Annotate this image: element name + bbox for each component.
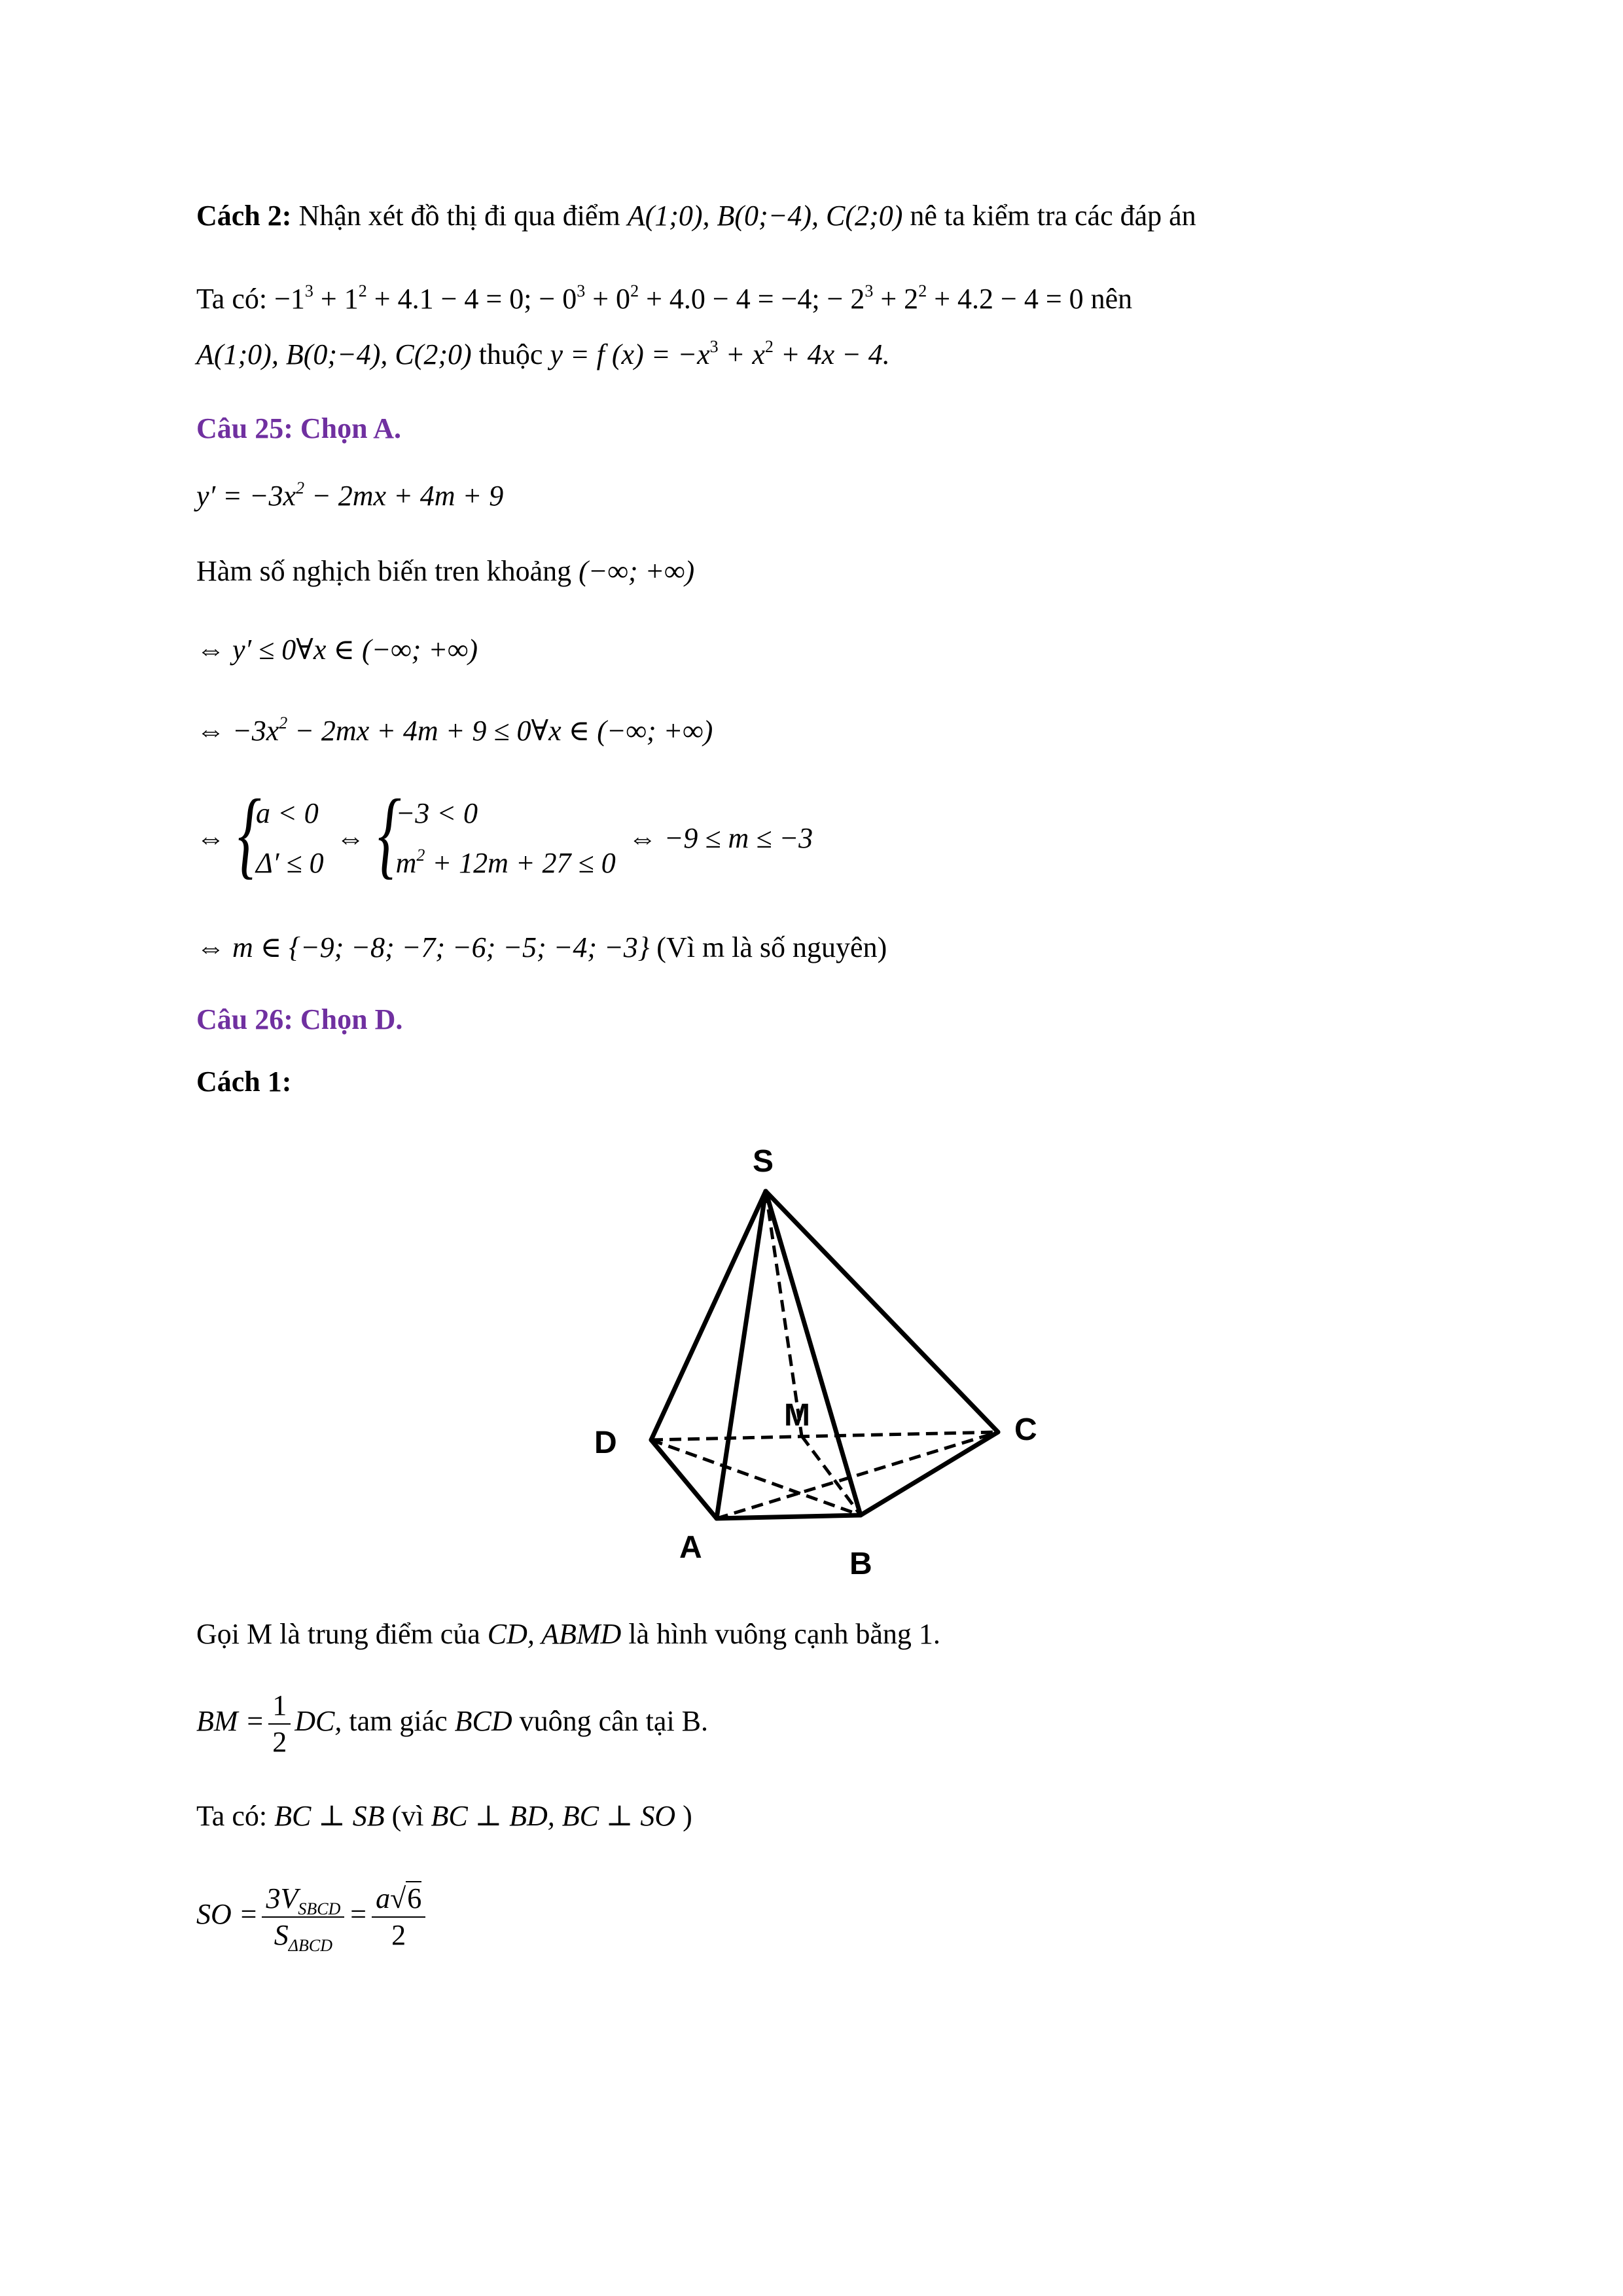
- system-1: [238, 780, 324, 888]
- system-2-row: −3 < 0: [395, 797, 478, 829]
- taco1-term: + 1: [313, 283, 359, 315]
- fraction-denominator: 2: [391, 1918, 406, 1951]
- sqrt-radicand: 6: [407, 1882, 422, 1914]
- goi-math: CD, ABMD: [487, 1618, 622, 1650]
- left-brace: {: [238, 780, 261, 888]
- cach2-points: A(1;0), B(0;−4), C(2;0): [627, 200, 903, 232]
- cau26-heading: Câu 26: Chọn D.: [196, 1003, 403, 1035]
- exponent: 3: [865, 281, 874, 300]
- system-2: [377, 780, 616, 888]
- system-1-row: a < 0: [256, 797, 319, 829]
- taco2-function: + x: [718, 338, 765, 370]
- cach2-text1: Nhận xét đồ thị đi qua điểm: [291, 200, 628, 232]
- taco2-mid: thuộc: [471, 338, 550, 370]
- bm-triangle: BCD: [454, 1705, 512, 1737]
- bm-text: tam giác: [342, 1705, 455, 1737]
- system-2-row: [396, 838, 616, 888]
- fraction-numerator: 1: [268, 1688, 291, 1725]
- edge-AB: [717, 1515, 861, 1518]
- goi-text: là hình vuông cạnh bằng 1.: [621, 1618, 940, 1650]
- goi-text: Gọi M là trung điểm của: [196, 1618, 488, 1650]
- taco1-term: + 2: [873, 283, 919, 315]
- taco-math: BC ⊥ SB: [274, 1800, 385, 1832]
- label-B: B: [849, 1547, 872, 1581]
- taco1-tail: nên: [1083, 283, 1133, 315]
- system-result: ⇔ −9 ≤ m ≤ −3: [628, 822, 813, 854]
- taco1-term: + 4.1 − 4 = 0; − 0: [366, 283, 577, 315]
- fraction-volume: [262, 1881, 344, 1953]
- label-M: M: [784, 1398, 810, 1433]
- hamso-interval: (−∞; +∞): [579, 555, 695, 587]
- cau25-derivative: [196, 476, 503, 516]
- num-part: a: [376, 1882, 391, 1914]
- taco-text: (vì: [384, 1800, 431, 1832]
- subscript: ΔBCD: [288, 1935, 333, 1955]
- left-brace: {: [377, 780, 401, 888]
- cach2-line: [196, 196, 1196, 236]
- subscript: SBCD: [298, 1899, 341, 1918]
- num-part: 3V: [266, 1882, 298, 1914]
- iff-symbol: ⇔: [336, 822, 365, 854]
- row-part: + 12m + 27 ≤ 0: [425, 847, 616, 879]
- bm-lhs: BM =: [196, 1705, 265, 1737]
- system-1-row: Δ′ ≤ 0: [256, 847, 324, 879]
- fraction-result: [372, 1881, 425, 1953]
- derivative-part: y′ = −3x: [196, 480, 296, 512]
- exponent: 2: [296, 478, 305, 497]
- cau26-cach1: Cách 1:: [196, 1066, 292, 1098]
- taco2-points: A(1;0), B(0;−4), C(2;0): [196, 338, 472, 370]
- taco-text: ): [675, 1800, 692, 1832]
- exponent: 3: [304, 281, 313, 300]
- taco1-label: Ta có:: [196, 283, 275, 315]
- exponent: 2: [630, 281, 639, 300]
- fraction-numerator: [372, 1881, 425, 1918]
- taco1-term: + 4.0 − 4 = −4; − 2: [639, 283, 865, 315]
- label-A: A: [679, 1530, 702, 1565]
- fraction-denominator: 2: [272, 1725, 287, 1758]
- taco-label: Ta có:: [196, 1800, 275, 1832]
- taco1-line: [196, 279, 1132, 319]
- fraction-numerator: [262, 1881, 344, 1918]
- cau25-eq1: ⇔ y′ ≤ 0∀x ∈ (−∞; +∞): [196, 634, 478, 666]
- label-S: S: [753, 1144, 774, 1179]
- taco1-term: −1: [274, 283, 305, 315]
- edge-DA: [651, 1440, 717, 1518]
- exponent: 2: [416, 846, 425, 865]
- iff-symbol: ⇔: [196, 822, 225, 854]
- edge-BC: [861, 1432, 998, 1515]
- taco2-function: + 4x − 4.: [773, 338, 890, 370]
- so-lhs: SO =: [196, 1898, 259, 1930]
- hamso-text: Hàm số nghịch biến tren khoảng: [196, 555, 579, 587]
- cach2-label: Cách 2:: [196, 200, 292, 232]
- cau26-taco: [196, 1797, 692, 1836]
- taco2-function: y = f (x) = −x: [550, 338, 710, 370]
- exponent: 2: [279, 713, 288, 732]
- exponent: 2: [918, 281, 927, 300]
- label-D: D: [594, 1426, 617, 1460]
- fraction-one-half: [268, 1688, 291, 1760]
- eq2-part: − 2mx + 4m + 9 ≤ 0∀x ∈ (−∞; +∞): [287, 715, 713, 747]
- cau25-hamso: [196, 552, 694, 591]
- derivative-part: − 2mx + 4m + 9: [304, 480, 504, 512]
- cau26-goi: [196, 1615, 940, 1654]
- eq2-part: ⇔ −3x: [196, 715, 279, 747]
- row-part: m: [395, 847, 417, 879]
- equals-sign: =: [348, 1898, 368, 1930]
- edge-DC-dashed: [651, 1432, 998, 1440]
- set-expression: ⇔ m ∈ {−9; −8; −7; −6; −5; −4; −3}: [196, 931, 650, 963]
- cau26-so: [196, 1869, 429, 1960]
- cau25-heading: Câu 25: Chọn A.: [196, 412, 401, 444]
- fraction-denominator: [262, 1918, 344, 1953]
- set-note: (Vì m là số nguyên): [649, 931, 887, 963]
- cau25-systems: [196, 780, 813, 893]
- taco2-line: [196, 335, 890, 374]
- exponent: 3: [709, 337, 719, 356]
- pyramid-figure: [576, 1126, 1073, 1597]
- sqrt-icon: √: [390, 1882, 406, 1914]
- cau25-set: [196, 928, 887, 967]
- taco-math: BC ⊥ BD, BC ⊥ SO: [431, 1800, 676, 1832]
- taco1-term: + 0: [585, 283, 631, 315]
- cau26-bm: [196, 1682, 708, 1761]
- cau25-eq2: [196, 711, 713, 751]
- exponent: 2: [358, 281, 367, 300]
- exponent: 2: [764, 337, 774, 356]
- bm-rhs: DC,: [294, 1705, 342, 1737]
- label-C: C: [1014, 1412, 1037, 1447]
- den-part: S: [274, 1918, 289, 1951]
- exponent: 3: [577, 281, 586, 300]
- taco1-term: + 4.2 − 4 = 0: [927, 283, 1084, 315]
- cach2-text2: nê ta kiểm tra các đáp án: [902, 200, 1196, 232]
- bm-text: vuông cân tại B.: [512, 1705, 709, 1737]
